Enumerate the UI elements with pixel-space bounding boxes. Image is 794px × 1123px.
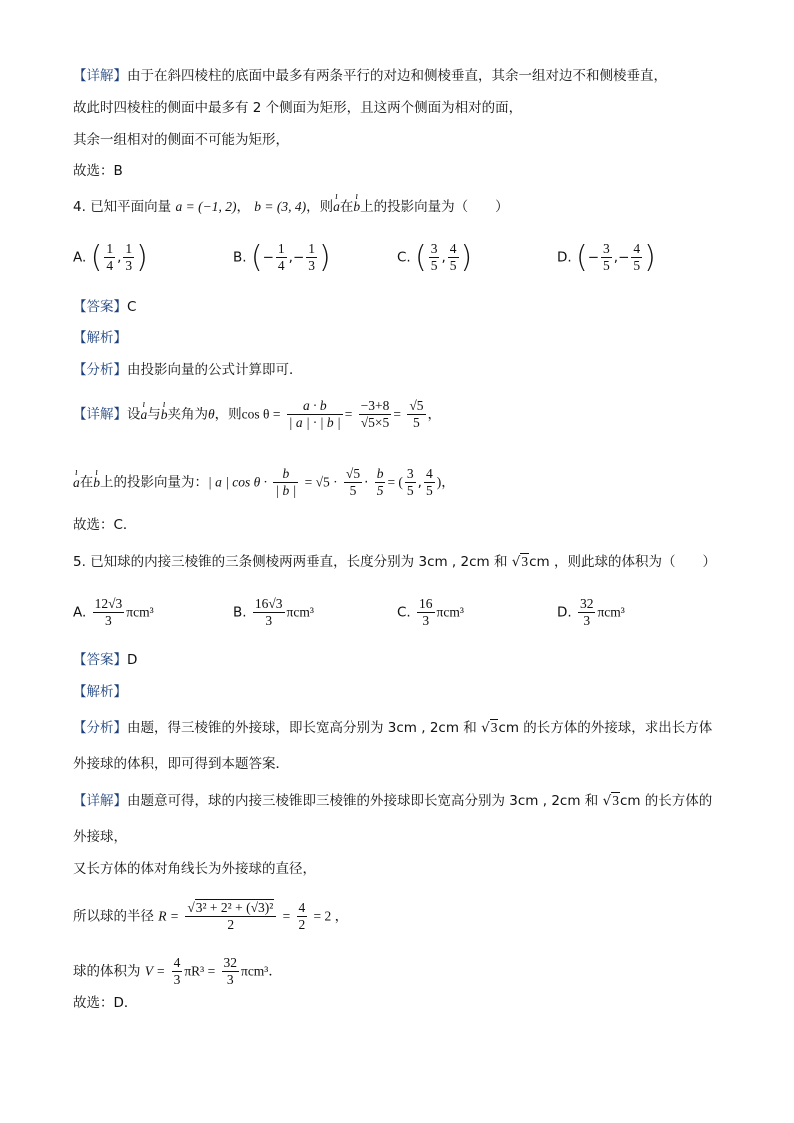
- q4-answer: [73, 297, 136, 317]
- option-label: A.: [73, 249, 87, 266]
- q4-choose: 故选：C．: [73, 517, 137, 533]
- q4-detail: 【详解】设ı a与ı b夹角为θ，则cos θ = $\frac{a \cdot b}{| a | \cdot | b |}$ = $\frac{-3+8}{√5\times 5}$ = $\frac{√5}{5}$ ，: [73, 398, 441, 431]
- q5-detail: 【详解】由题意可得，球的内接三棱锥即三棱锥的外接球即长宽高分别为 3cm , 2cm 和 √3cm 的长方体的: [73, 793, 713, 809]
- fenxi-tag: 【分析】: [73, 720, 127, 736]
- q5-stem: 5. 已知球的内接三棱锥的三条侧棱两两垂直，长度分别为 3cm , 2cm 和 √3cm ，则此球的体积为（ ）: [73, 554, 716, 570]
- q3-detail-text: 由于在斜四棱柱的底面中最多有两条平行的对边和侧棱垂直，其余一组对边不和侧棱垂直，: [127, 68, 667, 84]
- q5-radius: 所以球的半径 R = $\frac{\text{√3² + 2² + (√3)²}}{2}$ = $\frac{4}{2}$ = 2 ，: [73, 900, 349, 932]
- q5-option-c[interactable]: C. $\frac{16}{3}$ πcm³: [397, 596, 464, 628]
- fenxi-text: 由投影向量的公式计算即可．: [127, 362, 303, 378]
- q3-detail-line1: [73, 66, 667, 86]
- q5-answer: [73, 650, 137, 670]
- q4-stem-b: ，则: [306, 199, 334, 215]
- q4-option-d[interactable]: D. (− $\frac{3}{5}$ ,− $\frac{4}{5}$ ): [557, 240, 656, 275]
- q3-choose: 故选：B: [73, 163, 123, 179]
- answer-value: D: [127, 652, 138, 668]
- option-label: A.: [73, 604, 87, 621]
- q5-volume: 球的体积为 V = $\frac{4}{3}$ πR³ = $\frac{32}{3}$ πcm³．: [73, 955, 282, 987]
- q5-option-a[interactable]: A. $\frac{12√3}{3}$ πcm³: [73, 596, 154, 628]
- option-label: B.: [233, 249, 247, 266]
- q5-stem-text: 已知球的内接三棱锥的三条侧棱两两垂直，长度分别为 3cm , 2cm 和: [90, 554, 508, 570]
- q5-fenxi-line2: 外接球的体积，即可得到本题答案．: [73, 756, 289, 772]
- q5-option-b[interactable]: B. $\frac{16√3}{3}$ πcm³: [233, 596, 314, 628]
- q3-detail-line2: 故此时四棱柱的侧面中最多有 2 个侧面为矩形，且这两个侧面为相对的面，: [73, 100, 523, 116]
- option-label: C.: [397, 604, 411, 621]
- q4-stem-d: 上的投影向量为（ ）: [360, 199, 509, 215]
- q3-detail-line3: 其余一组相对的侧面不可能为矩形，: [73, 132, 289, 148]
- q5-option-d[interactable]: D. $\frac{32}{3}$ πcm³: [557, 596, 625, 628]
- option-label: B.: [233, 604, 247, 621]
- q4-fenxi: [73, 360, 303, 380]
- q4-analysis-tag: 【解析】: [73, 330, 127, 346]
- vector-a-value: a = (−1, 2): [175, 199, 237, 214]
- q5-number: 5.: [73, 554, 86, 570]
- q4-stem: 4. 已知平面向量 a = (−1, 2)， b = (3, 4)，则ı a在ı b上的投影向量为（ ）: [73, 197, 509, 217]
- detail-tag: 【详解】: [73, 68, 127, 84]
- q5-detail-line3: 又长方体的体对角线长为外接球的直径，: [73, 861, 316, 877]
- q4-option-b[interactable]: B. (− $\frac{1}{4}$ ,− $\frac{1}{3}$ ): [233, 240, 331, 275]
- option-label: D.: [557, 249, 572, 266]
- answer-tag: 【答案】: [73, 652, 127, 668]
- q5-fenxi: 【分析】由题，得三棱锥的外接球，即长宽高分别为 3cm , 2cm 和 √3cm 的长方体的外接球，求出长方体: [73, 720, 713, 736]
- answer-tag: 【答案】: [73, 299, 127, 315]
- q4-stem-c: 在: [339, 199, 354, 215]
- answer-value: C: [127, 299, 137, 315]
- fenxi-tag: 【分析】: [73, 362, 127, 378]
- detail-tag: 【详解】: [73, 793, 127, 809]
- q4-option-c[interactable]: C. ( $\frac{3}{5}$ , $\frac{4}{5}$ ): [397, 240, 473, 275]
- option-label: C.: [397, 249, 411, 266]
- q5-analysis-tag: 【解析】: [73, 684, 127, 700]
- detail-tag: 【详解】: [73, 406, 127, 423]
- vector-b-value: b = (3, 4): [254, 199, 307, 214]
- q5-choose: 故选：D．: [73, 995, 138, 1011]
- q4-stem-a: 已知平面向量: [90, 199, 172, 215]
- q4-projection: ı a在ı b上的投影向量为：| a | cos θ · $\frac{b}{| b |}$ = √5 · $\frac{√5}{5}$ · $\frac{b}{5}$ = ( $\frac{3}{5}$ , $\frac{4}{5}$ )，: [73, 466, 455, 499]
- q4-option-a[interactable]: A. ( $\frac{1}{4}$ , $\frac{1}{3}$ ): [73, 240, 148, 275]
- q4-number: 4.: [73, 199, 86, 215]
- option-label: D.: [557, 604, 572, 621]
- q5-detail-line2: 外接球，: [73, 829, 127, 845]
